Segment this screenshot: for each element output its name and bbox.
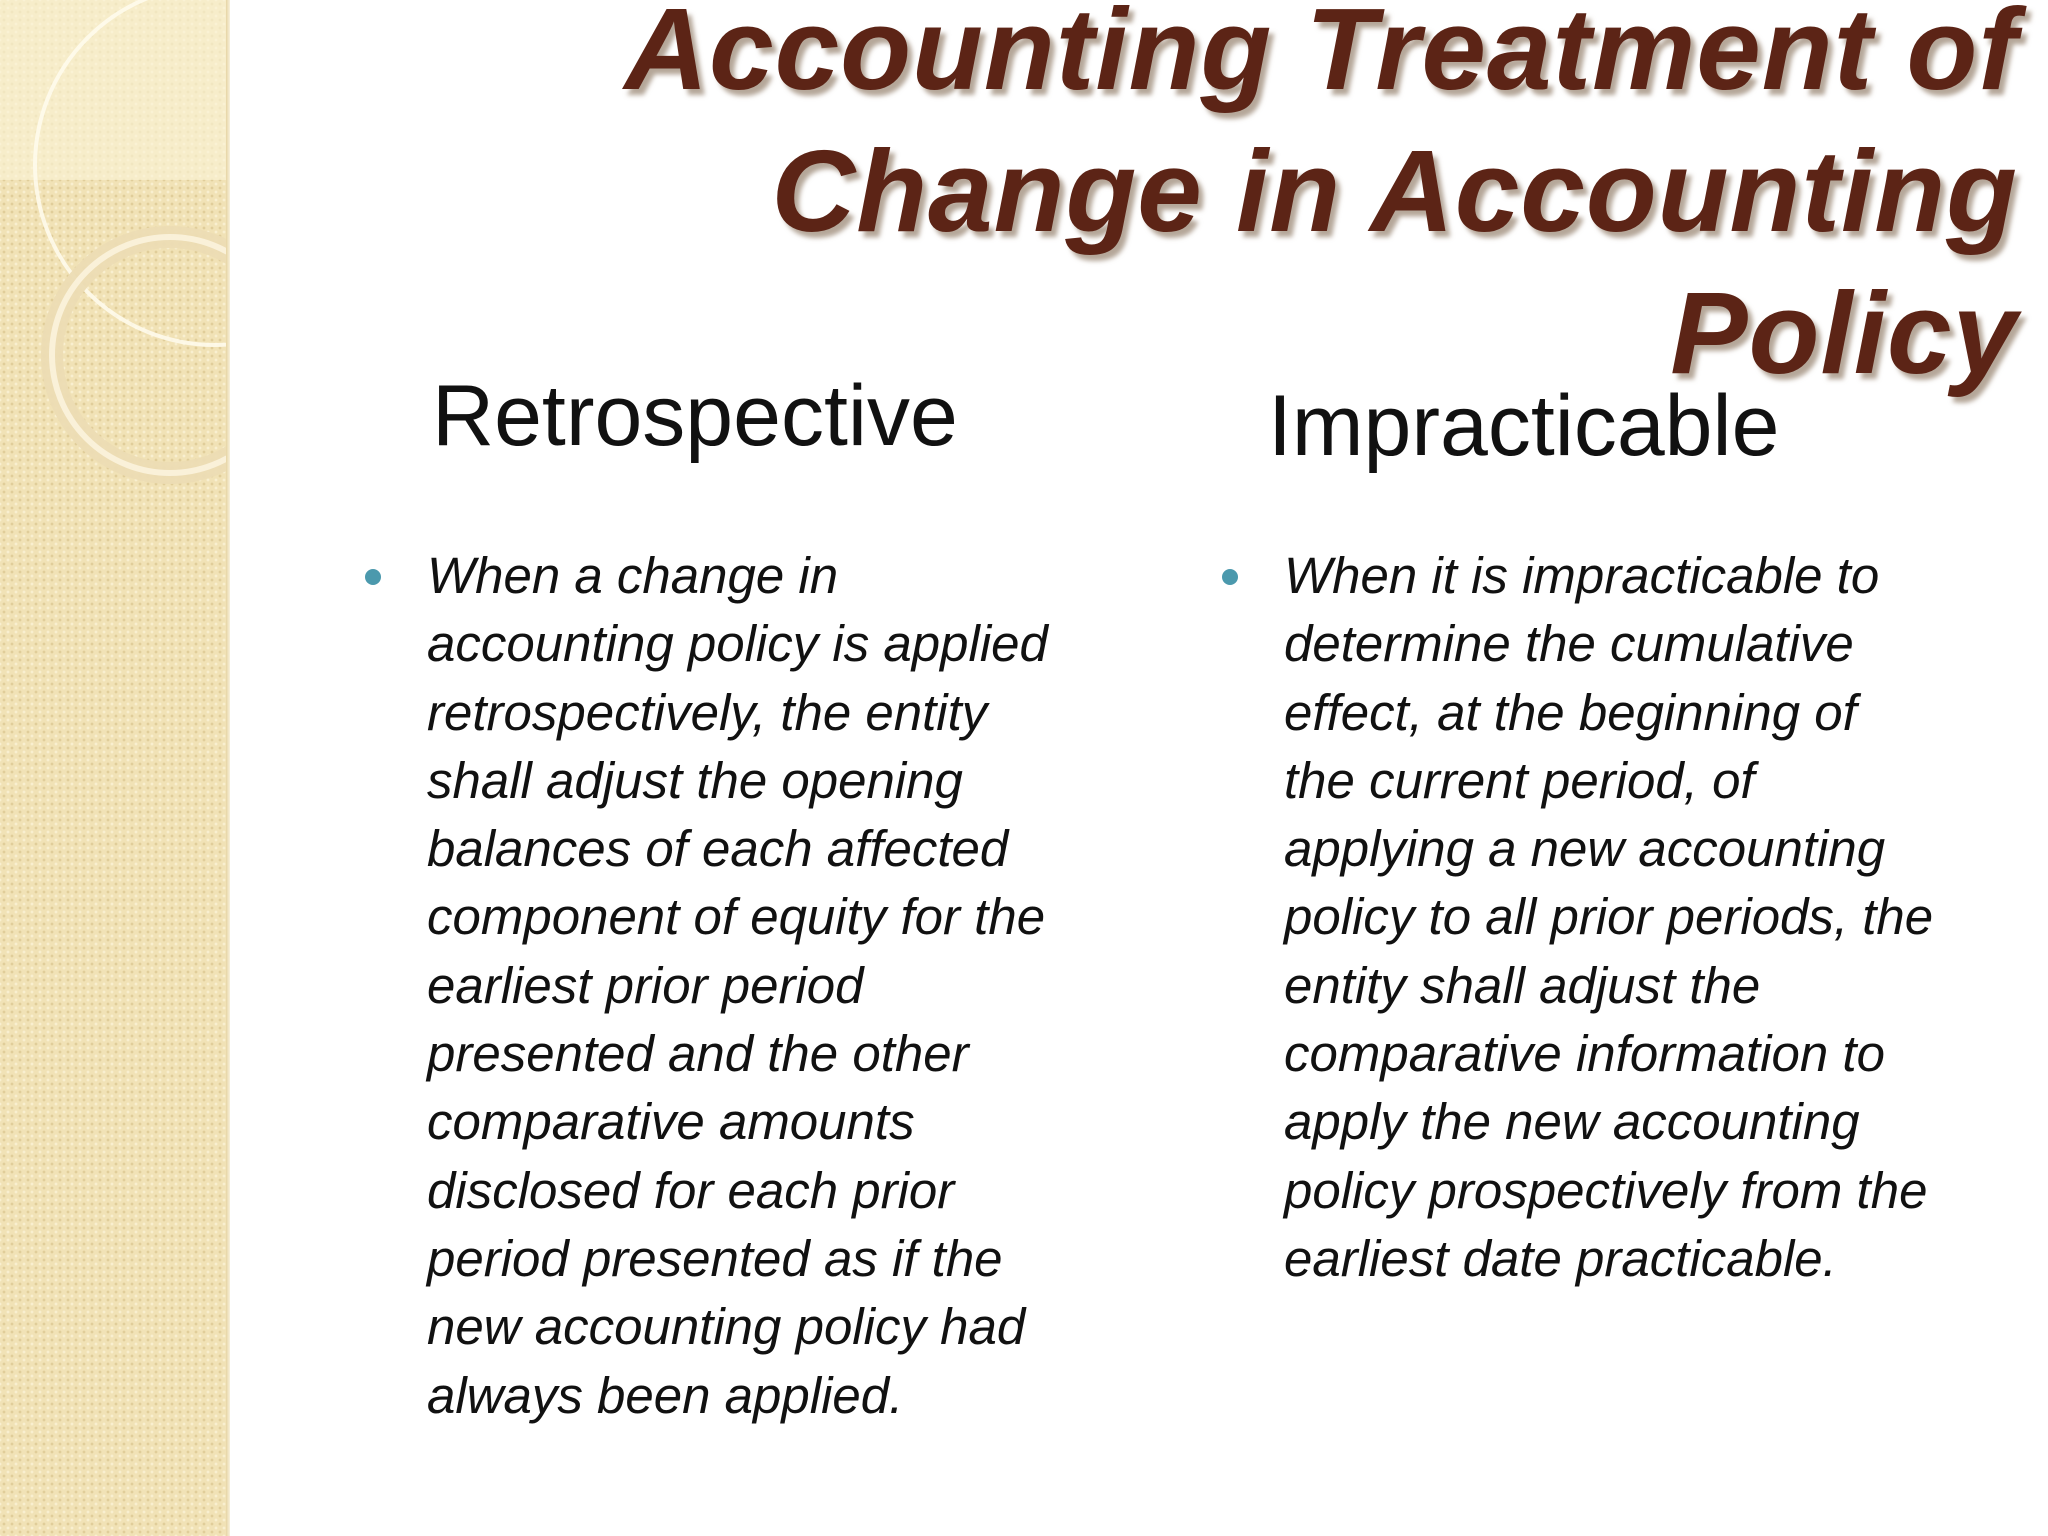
bullet-dot-icon [1222, 569, 1238, 585]
bullet-dot-icon [365, 569, 381, 585]
heading-retrospective: Retrospective [432, 368, 958, 464]
bullet-text-impracticable: When it is impracticable to determine the cumulative effect, at the beginning of the current period, of applying a new accounting policy to all prior periods, the entity shall adjust the comparative information to apply the new accounting policy prospectively from the earliest date practicable. [1284, 547, 1934, 1287]
slide-title: Accounting Treatment of Change in Accounting Policy [624, 0, 2018, 398]
decorative-ring-small [52, 237, 226, 473]
bullet-text-retrospective: When a change in accounting policy is applied retrospectively, the entity shall adjust the opening balances of each affected component of equity for the earliest prior period presented and the other comparative amounts disclosed for each prior period presented as if the new accounting policy had always been applied. [427, 547, 1048, 1424]
side-panel-edge [226, 0, 230, 1536]
decorative-side-panel [0, 0, 226, 1536]
decorative-circles [0, 0, 226, 1536]
heading-impracticable: Impracticable [1268, 378, 1780, 474]
